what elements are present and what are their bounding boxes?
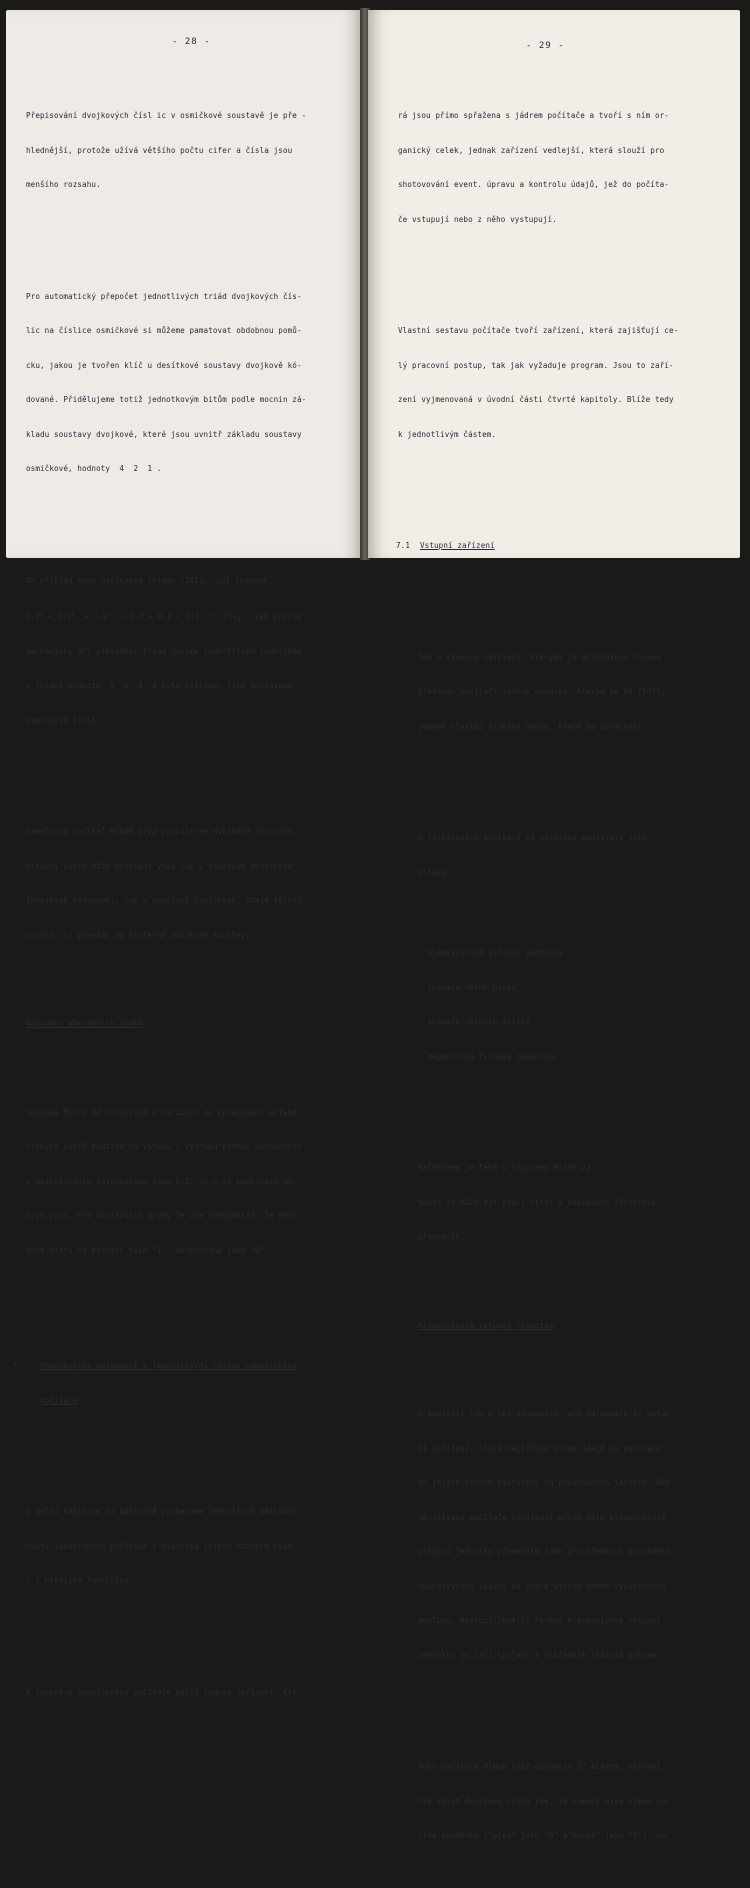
- subheading-character-coding: Kódování abecedních znaků: [26, 1019, 143, 1028]
- right-para-7: Pult počítače MINSK 2/22 obsahuje 37 kláves, kterými lze volit dvojkové číslo tak, že pomocí prvé zleva vo- líme znaménko ("plus" jako "O" a"minus" jako "1"), po-: [418, 1762, 671, 1840]
- section-7-heading: 7. Podrobnější seznámení s jednotlivými částmi samočinného počítače: [12, 1361, 297, 1405]
- section-7-1-heading: 7.1 Vstupní zařízení: [396, 541, 495, 550]
- right-para-2: Vlastní sestavu počítače tvoří zařízení, která zajišťují ce- lý pracovní postup, tak jak vyžaduje program. Jsou to zaří- zení vyjmenovaná v úvodní části čtvrté kapitoly. Blíže tedy k jednotlivým částem.: [398, 326, 679, 439]
- right-page: [368, 10, 740, 1840]
- left-para-6: V další kapitole si postupně probereme jednotlivé základní části samočinného počítače z hlediska jejich různých typů i z hlediska funkčního.: [26, 1507, 297, 1585]
- subheading-keyboard-unit: Klávesnicová vstupní jednotka: [418, 1320, 554, 1330]
- left-page-text: [12, 64, 307, 1744]
- right-para-3: Jde o skupinu zařízení, kterými je příslušnou formou předáván počítači jednak program, kterým se má řídit, jednak vlastní číselné údaje, které má zpracovat.: [418, 652, 666, 731]
- list-item: - snímače děrných štítků: [418, 1017, 531, 1026]
- list-item: - snímače děrné pásky: [418, 982, 517, 992]
- formula: $1.2^2 + 0.2^1 + 1.2^o = 1.4 + 0.2 + 1.1 = (5)_8$ . Tak prostě: [26, 611, 302, 624]
- right-para-4: U číslicových počítačů se většinou používají tyto vstupy:: [418, 833, 647, 877]
- left-para-5: Sestava Minsk 22 rozšířená o zařízení na zpracování alfabe- tických údajů používá na vstupu i výstupu písmen kódovaných v mezinárodním dálnopisném kódu č.2. Je o 26 kombinací děr- ných polí. Pro bistabilní prvky je zde předpoklad, že děro- vané místo se poznačí jako "1", neděrované jako "O".: [26, 1107, 302, 1255]
- list-item: - klávesnicová vstupní jednotka: [418, 948, 563, 957]
- left-para-3: Na příklad máme dvojkovou triádu $(101)_2$, což znamená $1.2^2 + 0.2^1 + 1.2^o = 1.4 + 0.2 + 1.1 = (5)_8$ . Tak prostě mechanicky při převádění tríád dáváme jednotlivým jedničkám v triádě hodnotu 4 2 1 a tyto sčítáme, čímž dostáváme osmičkové číslo.: [26, 552, 306, 750]
- right-para-1: rá jsou přímo spřažena s jádrem počítače a tvoří s ním or- ganický celek, jednak zařízení vedlejší, která slouží pro shotovování event. úpravu a kontrolu údajů, jež do počíta- če vstupují nebo z něho vystupují.: [398, 111, 669, 224]
- left-para-2: Pro automatický přepočet jednotlivých triád dvojkových čís- lic na číslice osmičkové si můžeme pamatovat obdobnou pomů- cku, jakou je tvořen klíč u desítkové soustavy dvojkově kó- dované. Přidělujeme totiž jednotkovým bitům podle mocnin zá- kladu soustavy dvojkové, které jsou uvnitř základu soustavy osmičkové, hodnoty 4 2 1 .: [26, 291, 307, 473]
- right-para-5: Nalezneme je také u soupravy Minsk 22. Navíc to může být psací stroj a analogovo-číslicový převodník.: [418, 1163, 657, 1241]
- left-para-7: K soupravě samočinného počítače patří jednak zařízení, kte-: [26, 1687, 302, 1697]
- input-device-list: [398, 924, 678, 1085]
- right-para-6: V podstatě jde o nejjednodušší, ale nejpomalejší vstup- ní zařízení, které zajišťuje vstup údajů do počítače po jejich ručním nastavení na příslušných tastech. Běž- ně užívané počítače využívají proto této klávesnicové vstupní jednotky především jako prostředku k provádění operativních zásahů do práce stroje během výpočetního postupu. Nejrozšířenější formou klávesnicové vstupní jednotky je její spojení s ústředním řídícím pultem.: [418, 1409, 675, 1660]
- left-para-4: Samočinný počítač MINSK 2/22 pracuje ve dvojkové soustavě. Vstupní údaje může přijímat však jak v soustavě desítkové (dvojkově kódované), tak v soustavě osmičkové. Údaje těchto soustav si převádí do skutečné dvojkové soustavy.: [26, 827, 302, 940]
- left-page: [6, 10, 362, 1697]
- list-item: - magnetická filmová jednotka.: [418, 1051, 559, 1061]
- page-number-right: - 29 -: [526, 41, 565, 51]
- page-number-left: - 28 -: [172, 37, 211, 47]
- left-para-1: Přepisování dvojkových čísl ic v osmičkové soustavě je pře - hlednější, protože užívá většího počtu cifer a čísla jsou menšího rozsahu.: [26, 111, 307, 189]
- right-page-text: [398, 64, 678, 1888]
